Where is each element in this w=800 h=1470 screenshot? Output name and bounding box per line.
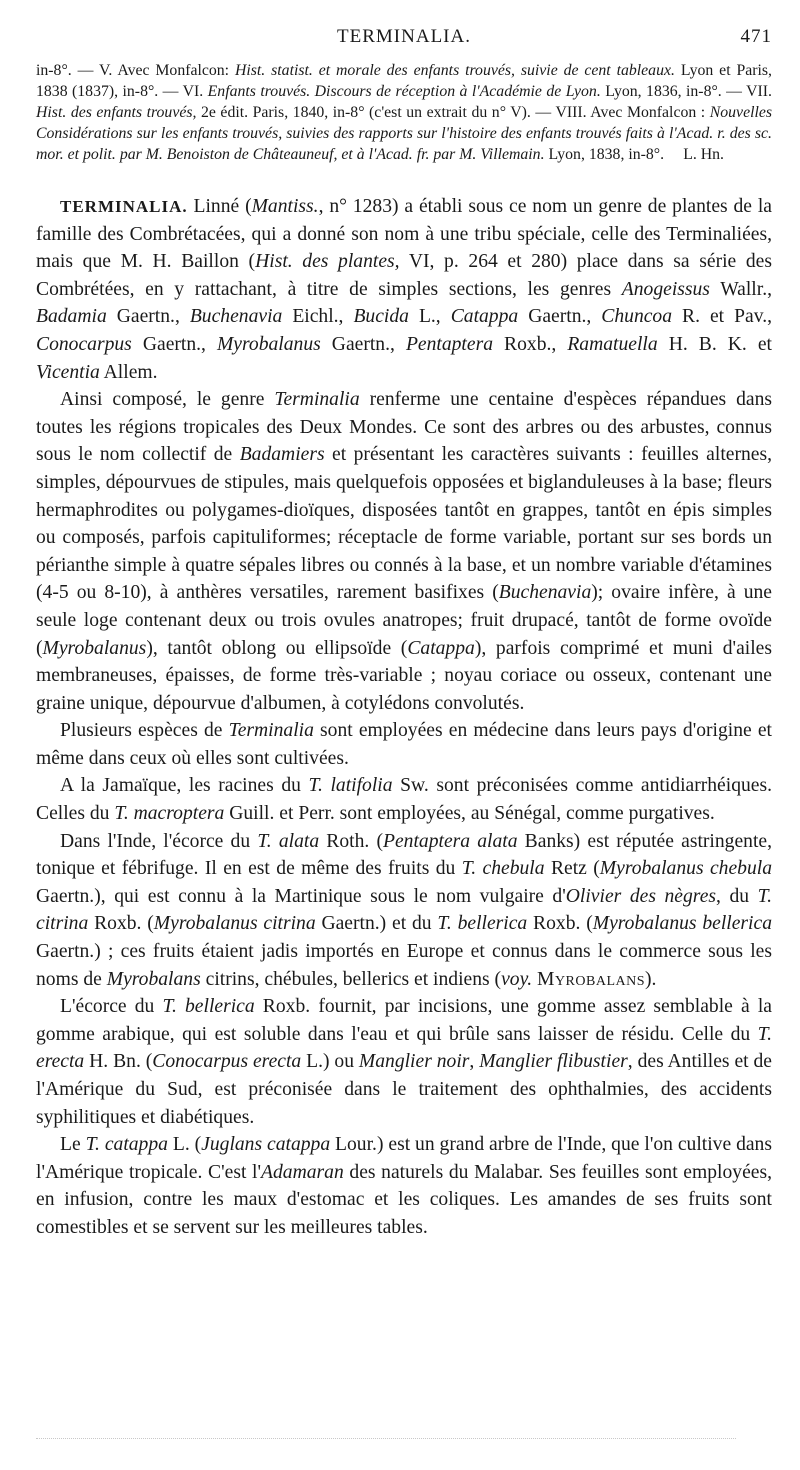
- text: sont employées en médecine dans leurs pays d'origine et même dans ceux où elles sont cultivées.: [36, 720, 773, 769]
- text: ), parfois comprimé et muni d'ailes membraneuses, épaisses, de forme très-variable ; noyau coriace ou osseux, contenant une graine unique, dépourvue d'albumen, à cotylédons convolutés.: [36, 637, 772, 714]
- text: Linné (: [187, 196, 252, 217]
- bib-text: 2e édit. Paris, 1840, in-8° (c'est un extrait du n° V). — VIII. Avec Monfalcon :: [196, 104, 710, 121]
- headword: TERMINALIA.: [60, 197, 188, 216]
- text: , du: [716, 885, 758, 907]
- italic-text: Myrobalans: [106, 968, 201, 990]
- genus-name: Buchenavia: [498, 582, 592, 604]
- bib-title: Nouvelles Considérations sur les enfants trouvés, suivies des rapports sur l'histoire des enfants trouvés faits à l'Acad. r. des sc. mor. et polit. par M. Benoiston de Châteauneuf, et à l'Acad. fr. par M. Villemain.: [36, 104, 773, 163]
- species-name: T. bellerica: [437, 913, 528, 935]
- page: [36, 22, 772, 1242]
- paragraph-catappa: [36, 1131, 772, 1241]
- article-terminalia: [36, 193, 772, 1242]
- text: Banks) est réputée astringente, tonique et fébrifuge. Il en est de même des fruits du: [36, 830, 772, 880]
- text: Dans l'Inde, l'écorce du: [60, 830, 258, 852]
- genus-name: Vicentia: [36, 361, 100, 383]
- text: Allem.: [99, 361, 158, 383]
- bib-text: in-8°. — V. Avec Monfalcon:: [36, 62, 235, 79]
- paragraph-india: [36, 828, 772, 994]
- species-name: T. chebula: [461, 858, 545, 880]
- genus-name: Catappa: [450, 306, 519, 328]
- species-name: Myrobalanus chebula: [599, 858, 772, 880]
- text: VI, p. 264 et 280) place dans sa série des Combrétées, en y rattachant, à titre de simples sections, les genres: [36, 251, 772, 300]
- genus-name: Buchenavia: [189, 306, 283, 328]
- bibliography-text: [36, 60, 772, 165]
- text: et présentant les caractères suivants : feuilles alternes, simples, dépourvues de stipules, mais quelquefois opposées et biglanduleuses à la base; fleurs hermaphrodites ou polygames-dioïques, disposées tantôt en grappes, tantôt en épis simples ou composés, parfois capituliformes; réceptacle de forme variable, portant sur ses bords un périanthe simple à quatre sépales libres ou connés à la base, et un nombre variable d'étamines (4-5 ou 8-10), à anthères versatiles, rarement basifixes (: [36, 444, 772, 604]
- bib-text: Lyon, 1838, in-8°.: [544, 146, 665, 163]
- running-title: TERMINALIA.: [337, 26, 471, 47]
- genus-name: Terminalia: [228, 720, 314, 742]
- paragraph-bark-gum: [36, 993, 772, 1131]
- text: Gaertn.,: [106, 306, 190, 328]
- text: Gaertn.,: [320, 333, 406, 355]
- paragraph-medicinal-use: [36, 717, 772, 772]
- text: Plusieurs espèces de: [60, 720, 229, 742]
- bib-text: Lyon et Paris, 1838 (1837), in-8°. — VI.: [36, 62, 773, 100]
- species-name: T. alata: [257, 830, 320, 852]
- text: ), tantôt oblong ou ellipsoïde (: [146, 637, 408, 659]
- species-name: Myrobalanus bellerica: [592, 913, 772, 935]
- text: renferme une centaine d'espèces répandues dans toutes les régions tropicales des Deux Mondes. Ce sont des arbres ou des arbustes, connus sous le nom collectif de: [36, 389, 772, 466]
- text: Roxb. fournit, par incisions, une gomme assez semblable à la gomme arabique, qui est soluble dans l'eau et qui brûle sans laisser de résidu. Celle du: [36, 996, 772, 1045]
- text: Guill. et Perr. sont employées, au Sénégal, comme purgatives.: [224, 803, 715, 825]
- bottom-bleed-through-line: [36, 1438, 736, 1439]
- text: Wallr.,: [709, 278, 772, 300]
- text: , n° 1283) a établi sous ce nom un genre de plantes de la famille des Combrétacées, qui a donné son nom à une tribu spéciale, celle des Terminaliées, mais que M. H. Baillon (: [36, 196, 772, 273]
- italic-text: voy.: [501, 968, 533, 990]
- text: ,: [469, 1051, 480, 1073]
- text: Gaertn.,: [518, 306, 602, 328]
- text: Eichl.,: [282, 306, 354, 328]
- text: des naturels du Malabar. Ses feuilles sont employées, en infusion, contre les maux d'estomac et les coliques. Les amandes de ses fruits sont comestibles et se servent sur les meilleures tables.: [36, 1161, 772, 1238]
- text: Sw. sont préconisées comme antidiarrhéiques. Celles du: [36, 775, 773, 825]
- text: L.) ou: [301, 1051, 359, 1073]
- text: H. Bn. (: [84, 1051, 153, 1073]
- text: Lour.) est un grand arbre de l'Inde, que l'on cultive dans l'Amérique tropicale. C'est l': [36, 1134, 772, 1183]
- text: Retz (: [544, 858, 600, 880]
- text: Gaertn.), qui est connu à la Martinique sous le nom vulgaire d': [36, 885, 566, 907]
- species-name: T. macroptera: [114, 803, 225, 825]
- paragraph-intro: [36, 193, 772, 386]
- text: Gaertn.) et du: [315, 913, 438, 935]
- bib-text: Lyon, 1836, in-8°. — VII.: [600, 83, 772, 100]
- species-name: Myrobalanus citrina: [153, 913, 316, 935]
- running-header: [36, 22, 772, 52]
- text: ).: [645, 968, 657, 990]
- vernacular-name: Manglier noir: [358, 1051, 470, 1073]
- bib-title: Enfants trouvés. Discours de réception à l'Académie de Lyon.: [207, 83, 601, 100]
- genus-name: Myrobalanus: [216, 333, 321, 355]
- italic-text: Mantiss.: [251, 196, 319, 217]
- vernacular-name: Adamaran: [261, 1161, 344, 1183]
- genus-name: Myrobalanus: [42, 637, 147, 659]
- species-name: T. catappa: [85, 1134, 168, 1156]
- species-name: T. bellerica: [162, 996, 255, 1018]
- vernacular-name: Manglier flibustier: [479, 1051, 628, 1073]
- genus-name: Badamia: [36, 306, 107, 328]
- text: L. (: [167, 1134, 202, 1156]
- text: L'écorce du: [60, 996, 163, 1018]
- text: Roxb. (: [88, 913, 154, 935]
- text: Roth. (: [319, 830, 383, 852]
- text: A la Jamaïque, les racines du: [60, 775, 309, 797]
- genus-name: Conocarpus: [36, 333, 132, 355]
- text: L.,: [408, 306, 451, 328]
- species-name: T. citrina: [36, 885, 772, 935]
- paragraph-description: [36, 386, 772, 717]
- text: citrins, chébules, bellerics et indiens (: [200, 968, 502, 990]
- genus-name: Catappa: [407, 637, 475, 659]
- species-name: T. erecta: [36, 1023, 772, 1073]
- bib-title: Hist. des enfants trouvés,: [36, 104, 197, 121]
- text: ); ovaire infère, à une seule loge contenant deux ou trois ovules anatropes; fruit drupacé, tantôt de forme ovoïde (: [36, 582, 772, 659]
- text: R. et Pav.,: [672, 306, 773, 328]
- text: H. B. K. et: [657, 333, 772, 355]
- paragraph-jamaica: [36, 772, 772, 827]
- previous-article-bibliography: [36, 60, 772, 165]
- genus-name: Bucida: [353, 306, 409, 328]
- species-name: T. latifolia: [308, 775, 393, 797]
- species-name: Juglans catappa: [201, 1134, 331, 1156]
- text: Gaertn.,: [131, 333, 217, 355]
- text: , des Antilles et de l'Amérique du Sud, est préconisée dans le traitement des ophthalmies, des accidents syphilitiques et diabétiques.: [36, 1051, 772, 1128]
- text: Ainsi composé, le genre: [60, 389, 275, 411]
- text: Roxb. (: [527, 913, 593, 935]
- genus-name: Terminalia: [274, 389, 360, 411]
- italic-text: Badamiers: [239, 444, 325, 466]
- genus-name: Ramatuella: [567, 333, 658, 355]
- text: Le: [60, 1134, 86, 1156]
- genus-name: Chuncoa: [601, 306, 673, 328]
- species-name: Conocarpus erecta: [152, 1051, 302, 1073]
- genus-name: Pentaptera: [405, 333, 493, 355]
- author-signature: L. Hn.: [683, 146, 724, 163]
- vernacular-name: Olivier des nègres: [565, 885, 717, 907]
- bib-title: Hist. statist. et morale des enfants trouvés, suivie de cent tableaux.: [234, 62, 675, 79]
- genus-name: Anogeissus: [621, 278, 710, 300]
- species-name: Pentaptera alata: [383, 830, 518, 852]
- cross-reference: Myrobalans: [537, 968, 646, 990]
- italic-text: Hist. des plantes,: [255, 251, 400, 273]
- text: Roxb.,: [493, 333, 568, 355]
- text: Gaertn.) ; ces fruits étaient jadis importés en Europe et connus dans le commerce sous les noms de: [36, 941, 772, 990]
- page-number: 471: [740, 26, 772, 47]
